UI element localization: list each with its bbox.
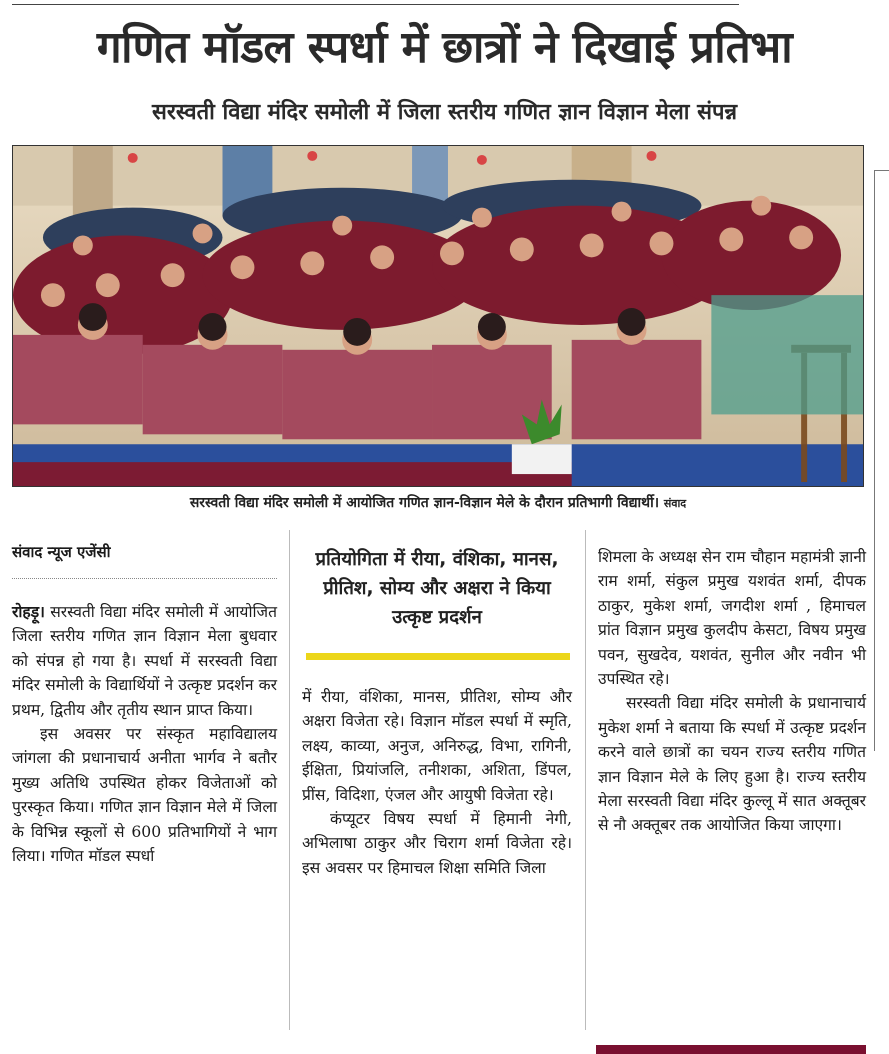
pull-quote: प्रतियोगिता में रीया, वंशिका, मानस, प्रीतिश, सोम्य और अक्षरा ने किया उत्कृष्ट प्रदर्शन — [315, 549, 559, 628]
students-seated-photo — [13, 146, 863, 486]
photo-caption — [12, 492, 864, 515]
subheadline: सरस्वती विद्या मंदिर समोली में जिला स्तरीय गणित ज्ञान विज्ञान मेला संपन्न — [151, 100, 738, 125]
column-divider — [289, 530, 290, 1030]
side-frame — [874, 170, 889, 751]
article-column-3 — [598, 545, 866, 838]
article-paragraph — [12, 600, 277, 722]
paragraph-text: सरस्वती विद्या मंदिर समोली में आयोजित जिला स्तरीय गणित ज्ञान विज्ञान मेला बुधवार को संपन्न हो गया है। स्पर्धा में सरस्वती विद्या मंदिर समोली के विद्यार्थियों ने उत्कृष्ट प्रदर्शन कर प्रथम, द्वितीय और तृतीय स्थान प्राप्त किया। — [12, 603, 277, 719]
column-divider — [585, 530, 586, 1030]
byline-divider — [12, 578, 277, 579]
article-paragraph: सरस्वती विद्या मंदिर समोली के प्रधानाचार्य मुकेश शर्मा ने बताया कि स्पर्धा में उत्कृष्ट प्रदर्शन करने वाले छात्रों का चयन राज्य स्तरीय गणित ज्ञान विज्ञान मेले के लिए हुआ है। राज्य स्तरीय मेला सरस्वती विद्या मंदिर कुल्लू में सात अक्तूबर से नौ अक्तूबर तक आयोजित किया जाएगा। — [598, 694, 866, 835]
byline: संवाद न्यूज एजेंसी — [12, 543, 111, 561]
dateline: रोहड़ू। — [12, 602, 45, 621]
caption-credit: संवाद — [663, 497, 687, 510]
headline: गणित मॉडल स्पर्धा में छात्रों ने दिखाई प्रतिभा — [96, 22, 793, 73]
news-photo — [12, 145, 864, 487]
article-paragraph: कंप्यूटर विषय स्पर्धा में हिमानी नेगी, अभिलाषा ठाकुर और चिराग शर्मा विजेता रहे। इस अवसर पर हिमाचल शिक्षा समिति जिला — [302, 810, 572, 877]
caption-text: सरस्वती विद्या मंदिर समोली में आयोजित गणित ज्ञान-विज्ञान मेले के दौरान प्रतिभागी विद्यार्थी। — [189, 495, 660, 511]
article-paragraph: शिमला के अध्यक्ष सेन राम चौहान महामंत्री ज्ञानी राम शर्मा, संकुल प्रमुख यशवंत शर्मा, दीपक ठाकुर, मुकेश शर्मा, जगदीश शर्मा , हिमाचल प्रांत विज्ञान प्रमुख कुलदीप केसटा, विषय प्रमुख पवन, सुखदेव, यशवंत, सुनील और नवीन भी उपस्थित रहे। — [598, 548, 866, 689]
pull-quote-underline — [306, 653, 570, 660]
top-rule — [0, 0, 889, 6]
article-paragraph: में रीया, वंशिका, मानस, प्रीतिश, सोम्य और अक्षरा विजेता रहे। विज्ञान मॉडल स्पर्धा में स्मृति, लक्ष्य, काव्या, अनुज, अनिरुद्ध, विभा, रागिनी, ईक्षिता, प्रियांजलि, तनीशका, अशिता, डिंपल, प्रींस, विदिशा, एंजल और आयुषी विजेता रहे। — [302, 688, 572, 804]
next-story-bar — [596, 1045, 866, 1054]
article-paragraph: इस अवसर पर संस्कृत महाविद्यालय जांगला की प्रधानाचार्य अनीता भार्गव ने बतौर मुख्य अतिथि उपस्थित होकर विजेताओं को पुरस्कृत किया। गणित ज्ञान विज्ञान मेले में जिला के विभिन्न स्कूलों से 600 प्रतिभागियों ने भाग लिया। गणित मॉडल स्पर्धा — [12, 725, 277, 866]
article-column-1 — [12, 600, 277, 868]
article-column-2 — [302, 685, 572, 880]
